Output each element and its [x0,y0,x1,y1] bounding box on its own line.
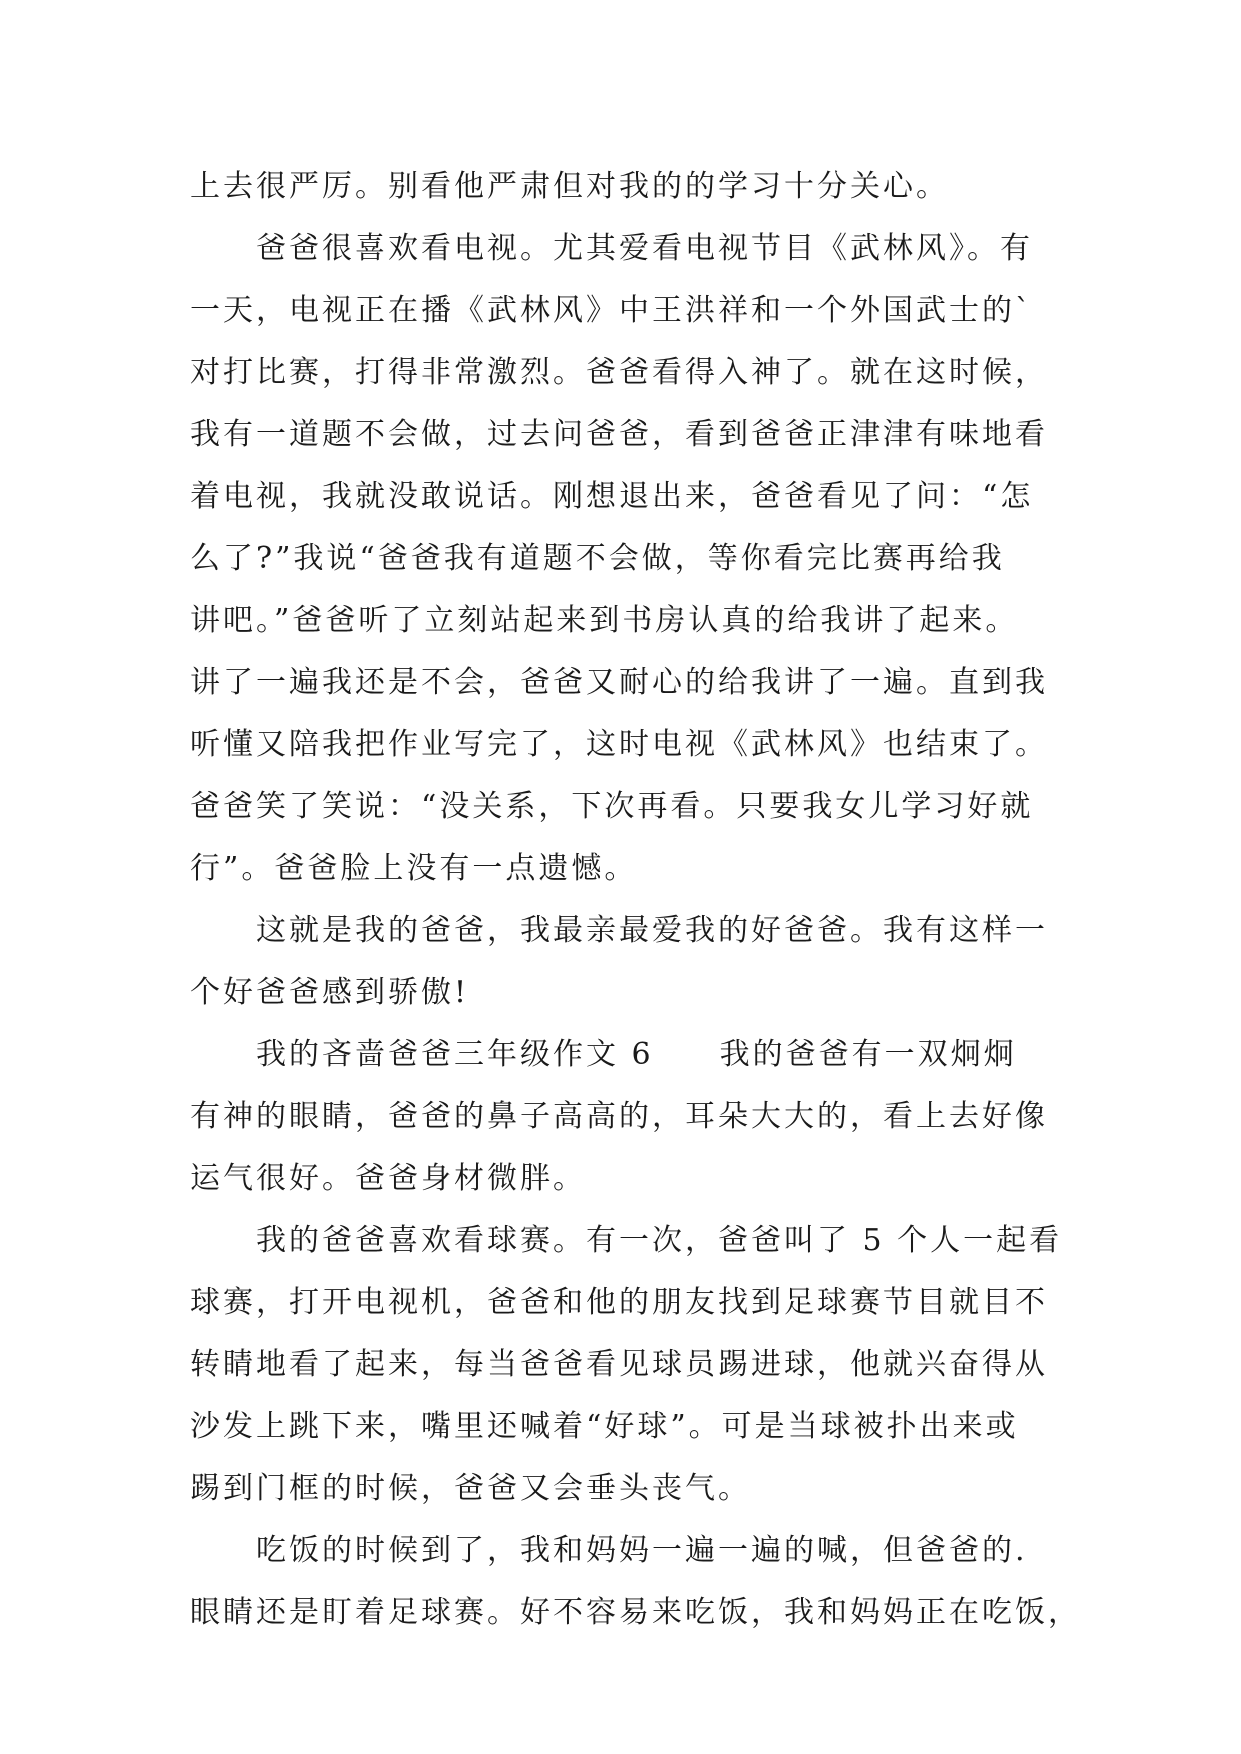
text-line: 上去很严厉。别看他严肃但对我的的学习十分关心。 [190,169,949,204]
document-body [190,156,1081,1644]
text-line: 眼睛还是盯着足球赛。好不容易来吃饭，我和妈妈正在吃饭， [190,1595,1081,1630]
text-line: 一天，电视正在播《武林风》中王洪祥和一个外国武士的` [190,293,1033,328]
text-line: 球赛，打开电视机，爸爸和他的朋友找到足球赛节目就目不 [190,1285,1048,1320]
text-line: 我的爸爸喜欢看球赛。有一次，爸爸叫了 5 个人一起看 [256,1223,1063,1258]
text-line: 我有一道题不会做，过去问爸爸，看到爸爸正津津有味地看 [190,417,1048,452]
text-line: 沙发上跳下来，嘴里还喊着“好球”。可是当球被扑出来或 [190,1409,1019,1444]
text-line: 么了?”我说“爸爸我有道题不会做，等你看完比赛再给我 [190,541,1005,576]
text-line: 对打比赛，打得非常激烈。爸爸看得入神了。就在这时候， [190,355,1048,390]
text-line: 我的吝啬爸爸三年级作文 6 我的爸爸有一双炯炯 [256,1037,1017,1072]
text-line: 着电视，我就没敢说话。刚想退出来，爸爸看见了问：“怎 [190,479,1034,514]
text-line: 行”。爸爸脸上没有一点遗憾。 [190,851,638,886]
text-line: 讲了一遍我还是不会，爸爸又耐心的给我讲了一遍。直到我 [190,665,1048,700]
text-line: 运气很好。爸爸身材微胖。 [190,1161,586,1196]
text-line: 讲吧。”爸爸听了立刻站起来到书房认真的给我讲了起来。 [190,603,1019,638]
text-line: 踢到门框的时候，爸爸又会垂头丧气。 [190,1471,751,1506]
text-line: 吃饭的时候到了，我和妈妈一遍一遍的喊，但爸爸的. [256,1533,1028,1568]
text-line: 个好爸爸感到骄傲! [190,975,470,1010]
text-line: 转睛地看了起来，每当爸爸看见球员踢进球，他就兴奋得从 [190,1347,1048,1382]
text-line: 爸爸很喜欢看电视。尤其爱看电视节目《武林风》。有 [256,231,1033,266]
text-line: 爸爸笑了笑说：“没关系，下次再看。只要我女儿学习好就 [190,789,1034,824]
text-line: 听懂又陪我把作业写完了，这时电视《武林风》也结束了。 [190,727,1048,762]
text-line: 这就是我的爸爸，我最亲最爱我的好爸爸。我有这样一 [256,913,1048,948]
text-line: 有神的眼睛，爸爸的鼻子高高的，耳朵大大的，看上去好像 [190,1099,1048,1134]
